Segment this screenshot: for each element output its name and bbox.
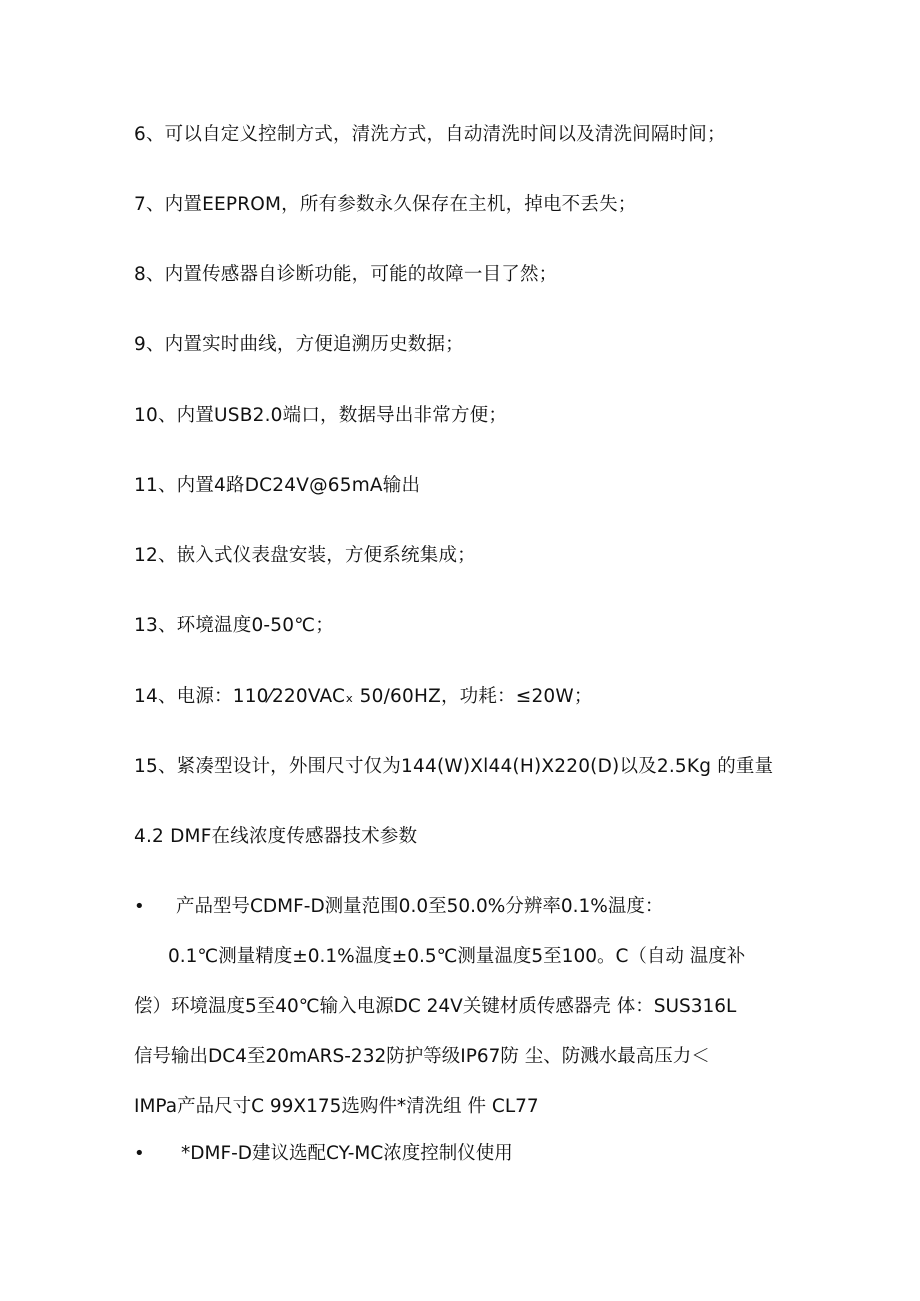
feature-item-10: 10、内置USB2.0端口，数据导出非常方便； [134, 405, 508, 426]
bullet-first-line: 产品型号CDMF-D测量范围0.0至50.0%分辨率0.1%温度： [176, 896, 664, 917]
feature-item-8: 8、内置传感器自诊断功能，可能的故障一目了然； [134, 264, 558, 285]
feature-item-15: 15、紧凑型设计，外围尺寸仅为144(W)Xl44(H)X220(D)以及2.5Kg 的重量 [134, 756, 774, 777]
section-heading: 4.2 DMF在线浓度传感器技术参数 [134, 826, 418, 847]
bullet-continuation-line: 0.1℃测量精度±0.1%温度±0.5℃测量温度5至100。C（自动 温度补 [168, 946, 746, 967]
feature-item-11: 11、内置4路DC24V@65mA输出 [134, 475, 421, 496]
bullet-first-line: *DMF-D建议选配CY-MC浓度控制仪使用 [181, 1143, 513, 1164]
bullet-marker: • [134, 896, 145, 917]
feature-item-14: 14、电源：110⁄220VACₓ 50/60HZ，功耗：≤20W； [134, 686, 593, 707]
feature-item-6: 6、可以自定义控制方式，清洗方式，自动清洗时间以及清洗间隔时间； [134, 124, 726, 145]
bullet-continuation-line: 信号输出DC4至20mARS-232防护等级IP67防 尘、防溅水最高压力＜ [134, 1046, 710, 1067]
bullet-marker: • [134, 1143, 145, 1164]
bullet-continuation-line: IMPa产品尺寸C 99X175选购件*清洗组 件 CL77 [134, 1096, 539, 1117]
feature-item-9: 9、内置实时曲线，方便追溯历史数据； [134, 334, 464, 355]
feature-item-12: 12、嵌入式仪表盘安装，方便系统集成； [134, 545, 476, 566]
feature-item-13: 13、环境温度0-50℃； [134, 615, 334, 636]
feature-item-7: 7、内置EEPROM，所有参数永久保存在主机，掉电不丢失； [134, 194, 637, 215]
bullet-continuation-line: 偿）环境温度5至40℃输入电源DC 24V关键材质传感器壳 体：SUS316L [134, 996, 737, 1017]
